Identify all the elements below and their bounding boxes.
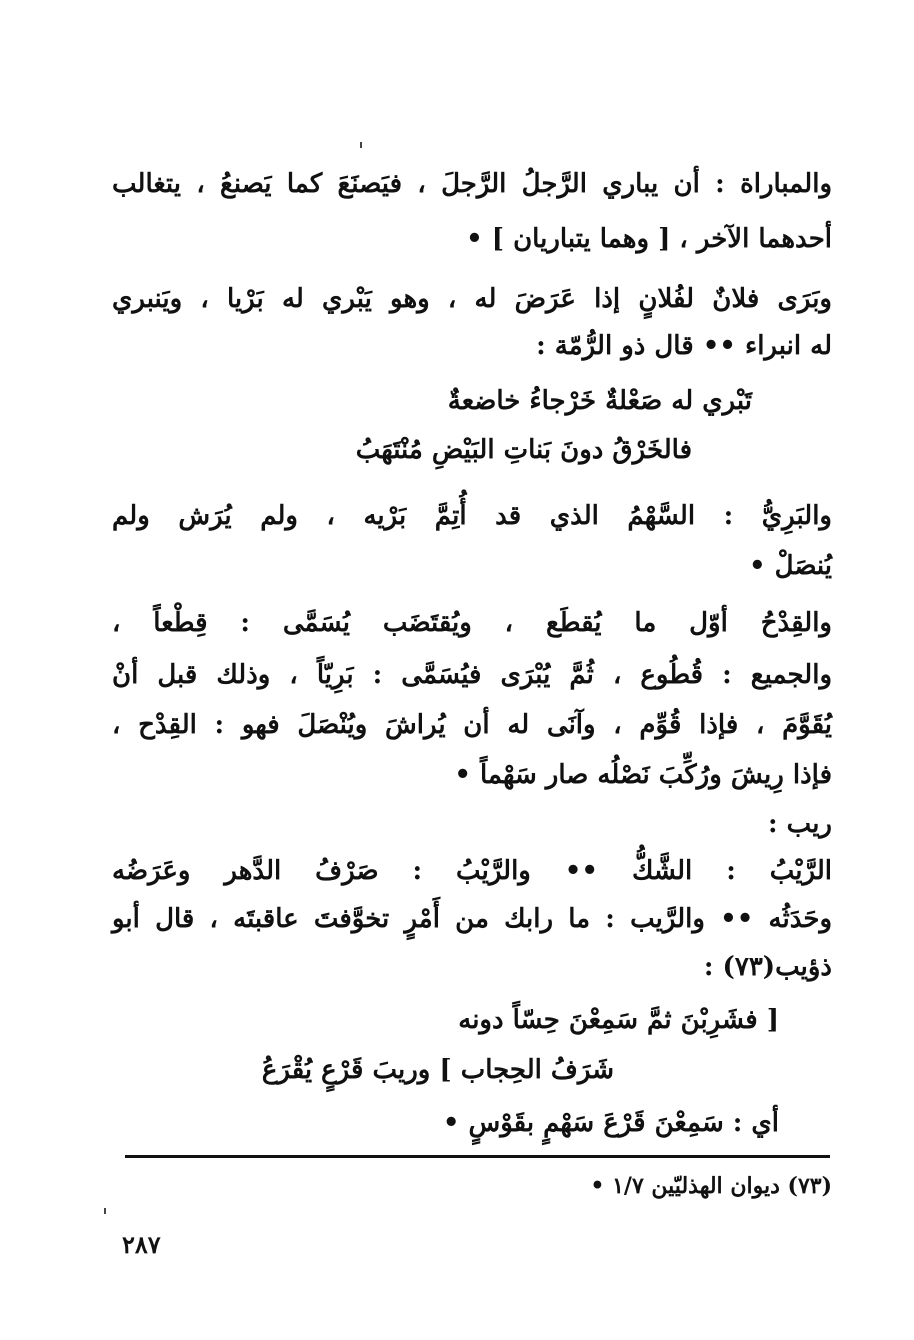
section-heading: ريب : bbox=[768, 809, 832, 839]
text-line-2: أحدهما الآخر ، [ وهما يتباريان ] • bbox=[466, 224, 832, 254]
text-line-9: يُقَوَّمَ ، فإذا قُوِّم ، وآنَى له أن يُراشَ ويُنْصَلَ فهو : القِدْح ، bbox=[112, 710, 832, 740]
text-line-3: وبَرَى فلانٌ لفُلانٍ إذا عَرَضَ له ، وهو يَبْري له بَرْيا ، ويَنبري bbox=[112, 284, 832, 314]
verse-line-3: [ فشَرِبْنَ ثمَّ سَمِعْنَ حِسّاً دونه bbox=[458, 1005, 779, 1035]
verse-line-1: تَبْري له صَعْلةٌ خَرْجاءُ خاضعةٌ bbox=[447, 386, 752, 416]
text-line-4: له انبراء •• قال ذو الرُّمّة : bbox=[536, 331, 832, 361]
text-line-12: وحَدَثُه •• والرَّيب : ما رابك من أَمْرٍ تخوَّفتَ عاقبتَه ، قال أبو bbox=[112, 904, 832, 934]
footnote-divider bbox=[125, 1155, 830, 1158]
verse-line-4: شَرَفُ الحِجاب ] وريبَ قَرْعٍ يُقْرَعُ bbox=[261, 1055, 614, 1085]
text-line-8: والجميع : قُطُوع ، ثُمَّ يُبْرَى فيُسَمَّى : بَرِيّاً ، وذلك قبل أنْ bbox=[112, 660, 832, 690]
text-line-7: والقِدْحُ أوّل ما يُقطَع ، ويُقتَضَب يُسَمَّى : قِطْعاً ، bbox=[112, 608, 832, 638]
text-line-10: فإذا رِيشَ ورُكِّبَ نَصْلُه صار سَهْماً • bbox=[454, 760, 832, 790]
footnote: (٧٣) ديوان الهذليّين ١/٧ • bbox=[590, 1173, 832, 1199]
page-number: ٢٨٧ bbox=[122, 1230, 161, 1259]
text-line-13: ذؤيب(٧٣) : bbox=[703, 952, 832, 982]
text-line-11: الرَّيْبُ : الشَّكُّ •• والرَّيْبُ : صَرْفُ الدَّهر وعَرَضُه bbox=[112, 856, 832, 886]
print-speck bbox=[104, 1208, 106, 1214]
text-line-6: يُنصَلْ • bbox=[749, 551, 832, 581]
text-line-1: والمباراة : أن يباري الرَّجلُ الرَّجلَ ، فيَصنَعَ كما يَصنعُ ، يتغالب bbox=[112, 169, 832, 199]
print-speck bbox=[360, 142, 362, 148]
text-line-5: والبَرِيُّ : السَّهْمُ الذي قد أُتِمَّ بَرْيه ، ولم يُرَش ولم bbox=[112, 501, 832, 531]
text-line-14: أي : سَمِعْنَ قَرْعَ سَهْمٍ بقَوْسٍ • bbox=[442, 1108, 779, 1138]
verse-line-2: فالخَرْقُ دونَ بَناتِ البَيْضِ مُنْتَهَبُ bbox=[355, 435, 692, 465]
